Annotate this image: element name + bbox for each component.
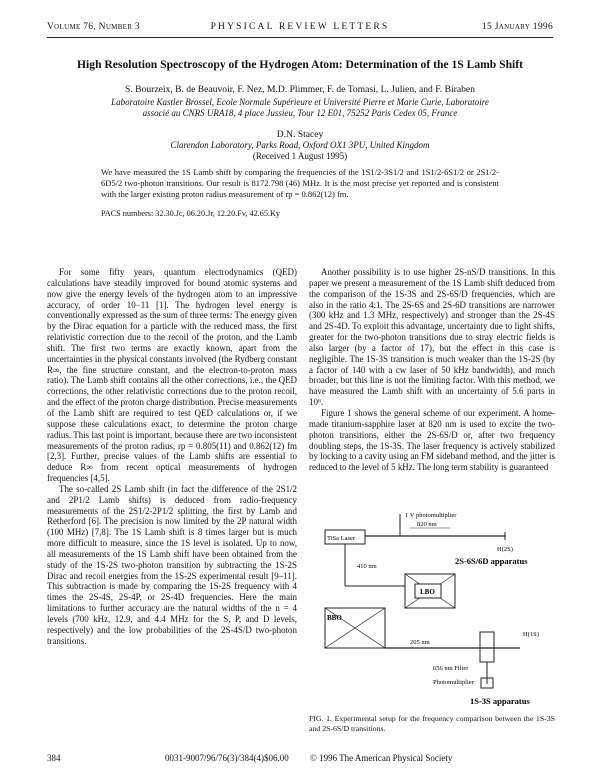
- page-number: 384: [47, 753, 61, 763]
- affiliation-2: [40, 140, 560, 162]
- author-list: S. Bourzeix, B. de Beauvoir, F. Nez, M.D. Plimmer, F. de Tomasi, L. Julien, and F. Biraben: [125, 84, 475, 95]
- paper-title: High Resolution Spectroscopy of the Hydrogen Atom: Determination of the 1S Lamb Shift: [77, 58, 523, 71]
- received-date: (Received 1 August 1995): [252, 151, 348, 161]
- fig-label-pm-top: 1 V photomultiplier: [405, 512, 457, 519]
- paragraph: For some fifty years, quantum electrodynamics (QED) calculations have steadily improved for bound atomic systems and now give the energy levels of the hydrogen atom to an impressive accuracy, of order 10−11 [1]. The hydrogen level energy is conventionally expressed as the sum of three terms: The energy given by the Dirac equation for a particle with the reduced mass, the first relativistic correction due to the recoil of the proton, and the Lamb shift. The first two terms are exactly known, apart from the uncertainties in the physical constants involved (the Rydberg constant R∞, the fine structure constant, and the electron-to-proton mass ratio). The Lamb shift contains all the other corrections, i.e., the QED corrections, the other relativistic corrections due to the proton recoil, and the effect of the proton charge distribution. Precise measurements of the Lamb shift are required to test QED calculations or, if we suppose these calculations exact, to determine the proton charge radius. This last point is important, because there are two inconsistent measurements of the proton radius, rp = 0.805(11) and 0.862(12) fm [2,3]. Further, precise values of the Lamb shifts are essential to deduce R∞ from recent optical measurements of hydrogen frequencies [4,5].: [47, 267, 297, 484]
- fig-label-lbo: LBO: [420, 588, 435, 596]
- affiliation-2-line: Clarendon Laboratory, Parks Road, Oxford OX1 3PU, United Kingdom: [170, 140, 430, 150]
- fig-label-app-bottom: 1S-3S apparatus: [470, 696, 530, 706]
- affiliation-1: [60, 97, 540, 119]
- affiliation-1-line: Laboratoire Kastler Brossel, Ecole Normale Supérieure et Université Pierre et Marie Curie, Laboratoire: [111, 97, 489, 107]
- abstract: We have measured the 1S Lamb shift by comparing the frequencies of the 1S1/2-3S1/2 and 1S1/2-6S1/2 or 2S1/2-6D5/2 two-photon transitions. Our result is 8172.798 (46) MHz. It is the most precise yet reported and is consistent with the larger existing proton radius measurement of rp = 0.862(12) fm.: [101, 167, 499, 199]
- article-code: 0031-9007/96/76(3)/384(4)$06.00: [165, 753, 289, 763]
- pacs-numbers: PACS numbers: 32.30.Jc, 06.20.Jr, 12.20.Fv, 42.65.Ky: [101, 209, 280, 218]
- paragraph: Figure 1 shows the general scheme of our experiment. A home-made titanium-sapphire laser at 820 nm is used to excite the two-photon transitions, either the 2S-6S/D or, after two frequency doubling steps, the 1S-3S. The laser frequency is actively stabilized by locking to a cavity using an FM sideband method, and the jitter is reduced to the level of 5 kHz. The long term stability is guaranteed: [309, 407, 555, 473]
- fig-label-pm-bottom: Photomultiplier: [433, 679, 474, 686]
- paragraph: The so-called 2S Lamb shift (in fact the difference of the 2S1/2 and 2P1/2 Lamb shifts) is deduced from radio-frequency measurements of the 2S1/2-2P1/2 splitting, the first by Lamb and Retherford [6]. The precision is now limited by the 2P natural width (100 MHz) [7,8]. The 1S Lamb shift is 8 times larger but is much more difficult to measure, since the 1S level is isolated. Up to now, all measurements of the 1S Lamb shift have been obtained from the study of the 1S-2S two-photon transition by subtracting the 1S-2S Dirac and recoil energies from the 1S-2S experimental result [9–11]. This subtraction is made by comparing the 1S-2S frequency with 4 times the 2S-4S, 2S-4P, or 2S-4D frequencies. Here the main limitations to further accuracy are the natural widths of the n = 4 levels (700 kHz, 12.9, and 4.4 MHz for the S, P, and D levels, respectively) and the low probabilities of the 2S-4S/D two-photon transitions.: [47, 483, 297, 646]
- fig-label-bbo: BBO: [327, 614, 342, 622]
- fig-label-410nm: 410 nm: [357, 563, 377, 570]
- paragraph: Another possibility is to use higher 2S-nS/D transitions. In this paper we present a measurement of the 1S Lamb shift deduced from the comparison of the 1S-3S and 2S-6S/D frequencies, which are also in the ratio 4:1. The 2S-6S and 2S-6D transitions are narrower (300 kHz and 1.3 MHz, respectively) and stronger than the 2S-4S and 2S-4D. To exploit this advantage, uncertainty due to light shifts, greater for the two-photon transitions due to stray electric fields is also larger (by a factor of 17), but the effect in this case is negligible. The 1S-3S transition is much weaker than the 1S-2S (by a factor of 140 with a cw laser of 50 kHz bandwidth), and much broader, but this line is not the limiting factor. With this method, we have measured the Lamb shift with an uncertainty of 5.6 parts in 10⁶.: [309, 267, 555, 408]
- author-2: D.N. Stacey: [276, 129, 324, 140]
- fig-label-tisa: TiSa Laser: [327, 535, 356, 542]
- fig-label-h2s: H(2S): [497, 546, 513, 553]
- fig-label-filter: 656 nm Filter: [433, 665, 469, 672]
- figure-caption: FIG. 1. Experimental setup for the frequency comparison between the 1S-3S and 2S-6S/D transitions.: [309, 714, 555, 733]
- fig-label-app-top: 2S-6S/6D apparatus: [455, 556, 528, 566]
- experimental-setup-figure: [305, 508, 557, 708]
- copyright: © 1996 The American Physical Society: [310, 753, 453, 763]
- fig-label-820nm: 820 nm: [417, 521, 437, 528]
- volume-number: Volume 76, Number 3: [47, 22, 140, 32]
- fig-label-h1s: H(1S): [523, 631, 539, 638]
- issue-date: 15 January 1996: [481, 22, 553, 32]
- journal-name: PHYSICAL REVIEW LETTERS: [210, 22, 390, 32]
- column-right: [309, 267, 555, 473]
- fig-label-205nm: 205 nm: [410, 639, 430, 646]
- header-rule: [47, 37, 553, 38]
- running-header: [47, 22, 553, 36]
- page-footer: [47, 753, 553, 765]
- h1s-cell: [480, 632, 494, 662]
- affiliation-1-line: associé au CNRS URA18, 4 place Jussieu, Tour 12 E01, 75252 Paris Cedex 05, France: [142, 108, 458, 118]
- column-left: [47, 267, 297, 647]
